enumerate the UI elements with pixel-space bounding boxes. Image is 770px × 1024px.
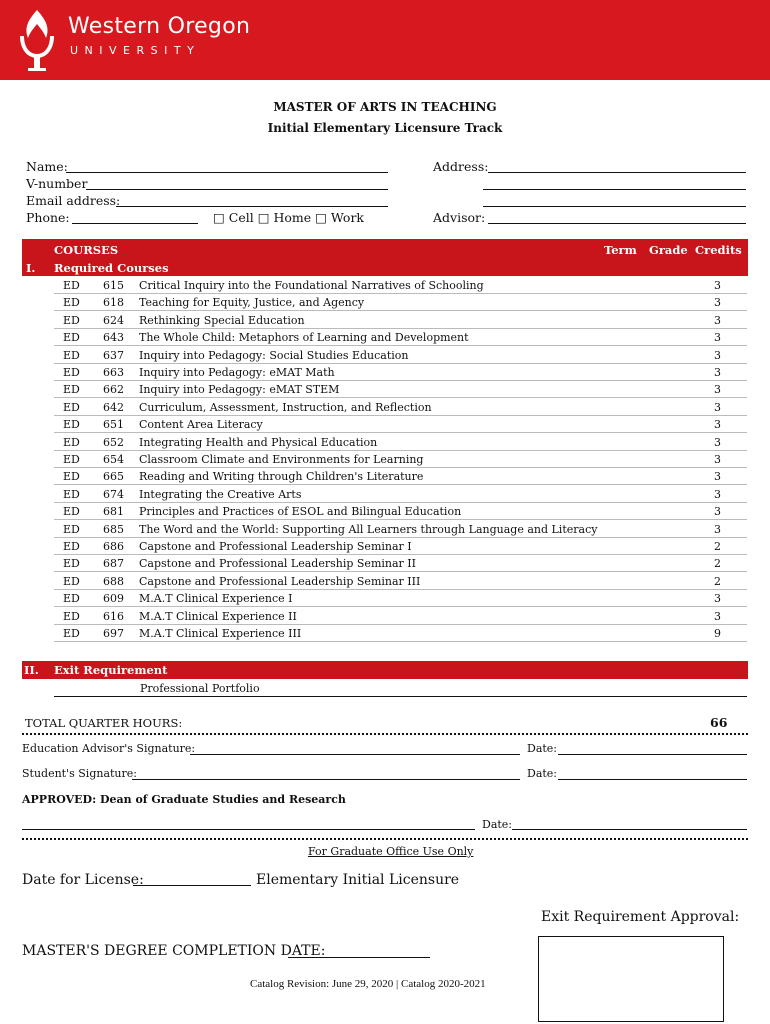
course-dept: ED bbox=[63, 279, 80, 292]
course-credits: 3 bbox=[714, 296, 721, 310]
licensure-type: Elementary Initial Licensure bbox=[256, 872, 460, 888]
course-number: 624 bbox=[103, 313, 124, 327]
course-credits: 3 bbox=[714, 487, 721, 501]
course-title: Principles and Practices of ESOL and Bilingual Education bbox=[139, 505, 462, 519]
exit-requirement-label: Exit Requirement bbox=[54, 663, 168, 677]
course-row bbox=[0, 416, 770, 433]
course-credits: 3 bbox=[714, 609, 721, 623]
approved-label: APPROVED: Dean of Graduate Studies and Research bbox=[22, 793, 346, 806]
course-title: Rethinking Special Education bbox=[139, 313, 305, 327]
course-dept: ED bbox=[63, 470, 80, 484]
required-courses-label: Required Courses bbox=[54, 261, 169, 275]
course-row bbox=[0, 381, 770, 398]
course-dept: ED bbox=[63, 366, 80, 379]
course-title: Integrating Health and Physical Education bbox=[139, 435, 378, 449]
torch-logo-icon bbox=[14, 6, 60, 72]
course-number: 618 bbox=[103, 296, 124, 310]
course-number: 652 bbox=[103, 435, 124, 449]
course-row bbox=[0, 277, 770, 294]
course-number: 654 bbox=[103, 453, 124, 466]
divider bbox=[22, 733, 748, 735]
course-dept: ED bbox=[63, 400, 80, 414]
page-subtitle: Initial Elementary Licensure Track bbox=[267, 121, 503, 135]
course-dept: ED bbox=[63, 505, 80, 519]
total-hours-label: TOTAL QUARTER HOURS: bbox=[25, 716, 183, 730]
email-field[interactable] bbox=[116, 206, 388, 207]
course-dept: ED bbox=[63, 435, 80, 449]
course-title: Capstone and Professional Leadership Seminar III bbox=[139, 574, 421, 588]
course-credits: 3 bbox=[714, 313, 721, 327]
course-row bbox=[0, 312, 770, 329]
exit-approval-label: Exit Requirement Approval: bbox=[541, 909, 740, 925]
student-date-label: Date: bbox=[527, 767, 558, 780]
date-for-license-field[interactable] bbox=[133, 885, 251, 886]
column-term: Term bbox=[604, 243, 637, 257]
phone-type-options[interactable]: □ Cell □ Home □ Work bbox=[213, 210, 365, 225]
exit-row-line bbox=[54, 696, 747, 697]
course-credits: 3 bbox=[714, 522, 721, 536]
date-for-license-label: Date for License: bbox=[22, 872, 144, 888]
course-credits: 3 bbox=[714, 453, 721, 466]
course-credits: 3 bbox=[714, 348, 721, 362]
course-dept: ED bbox=[63, 609, 80, 623]
course-number: 616 bbox=[103, 609, 124, 623]
column-grade: Grade bbox=[649, 243, 688, 257]
course-credits: 2 bbox=[714, 574, 721, 588]
advisor-date-field[interactable] bbox=[558, 754, 747, 755]
course-dept: ED bbox=[63, 418, 80, 432]
address-field-1[interactable] bbox=[488, 172, 746, 173]
divider-2 bbox=[22, 838, 748, 840]
exit-requirement-item: Professional Portfolio bbox=[140, 682, 260, 695]
section-i-numeral: I. bbox=[26, 261, 36, 275]
student-date-field[interactable] bbox=[558, 779, 747, 780]
course-title: Integrating the Creative Arts bbox=[139, 487, 302, 501]
course-credits: 3 bbox=[714, 470, 721, 484]
course-row bbox=[0, 434, 770, 451]
address-label: Address: bbox=[433, 159, 489, 174]
dean-signature-field[interactable] bbox=[22, 829, 475, 830]
course-number: 643 bbox=[103, 331, 124, 345]
university-subtitle: UNIVERSITY bbox=[70, 44, 201, 57]
course-number: 651 bbox=[103, 418, 124, 432]
course-row bbox=[0, 364, 770, 381]
course-number: 663 bbox=[103, 366, 124, 379]
course-title: Inquiry into Pedagogy: eMAT STEM bbox=[139, 383, 340, 397]
email-label: Email address: bbox=[26, 193, 121, 208]
course-number: 688 bbox=[103, 574, 124, 588]
course-credits: 3 bbox=[714, 400, 721, 414]
course-row bbox=[0, 347, 770, 364]
advisor-field[interactable] bbox=[488, 223, 746, 224]
course-number: 662 bbox=[103, 383, 124, 397]
course-number: 681 bbox=[103, 505, 124, 519]
course-title: Inquiry into Pedagogy: Social Studies Education bbox=[139, 348, 409, 362]
total-hours-value: 66 bbox=[710, 715, 728, 730]
completion-date-field[interactable] bbox=[288, 957, 430, 958]
course-title: Reading and Writing through Children's Literature bbox=[139, 470, 424, 484]
course-title: The Word and the World: Supporting All Learners through Language and Literacy bbox=[139, 522, 598, 536]
university-name: Western Oregon bbox=[68, 14, 251, 39]
course-row bbox=[0, 608, 770, 625]
course-dept: ED bbox=[63, 592, 80, 606]
course-credits: 9 bbox=[714, 627, 721, 640]
course-dept: ED bbox=[63, 522, 80, 536]
dean-date-label: Date: bbox=[482, 818, 513, 831]
course-credits: 3 bbox=[714, 418, 721, 432]
course-title: Inquiry into Pedagogy: eMAT Math bbox=[139, 366, 335, 379]
course-title: The Whole Child: Metaphors of Learning and Development bbox=[139, 331, 469, 345]
course-row bbox=[0, 294, 770, 311]
course-title: Curriculum, Assessment, Instruction, and Reflection bbox=[139, 400, 432, 414]
course-credits: 3 bbox=[714, 279, 721, 292]
course-number: 687 bbox=[103, 557, 124, 571]
name-label: Name: bbox=[26, 159, 68, 174]
course-row bbox=[0, 468, 770, 485]
course-title: Capstone and Professional Leadership Seminar II bbox=[139, 557, 416, 571]
course-number: 674 bbox=[103, 487, 124, 501]
exit-approval-box[interactable] bbox=[538, 936, 724, 1022]
catalog-revision: Catalog Revision: June 29, 2020 | Catalog 2020-2021 bbox=[250, 978, 486, 990]
course-credits: 3 bbox=[714, 505, 721, 519]
dean-date-field[interactable] bbox=[512, 829, 747, 830]
course-credits: 3 bbox=[714, 592, 721, 606]
course-dept: ED bbox=[63, 296, 80, 310]
course-title: Critical Inquiry into the Foundational Narratives of Schooling bbox=[139, 279, 484, 292]
course-number: 642 bbox=[103, 400, 124, 414]
course-credits: 3 bbox=[714, 383, 721, 397]
course-title: Classroom Climate and Environments for Learning bbox=[139, 453, 424, 466]
course-dept: ED bbox=[63, 540, 80, 553]
student-signature-field[interactable] bbox=[132, 779, 520, 780]
course-row bbox=[0, 329, 770, 346]
course-dept: ED bbox=[63, 557, 80, 571]
course-title: Capstone and Professional Leadership Seminar I bbox=[139, 540, 412, 553]
course-row bbox=[0, 521, 770, 538]
course-row bbox=[0, 451, 770, 468]
advisor-label: Advisor: bbox=[433, 210, 486, 225]
vnumber-field[interactable] bbox=[86, 189, 388, 190]
course-title: M.A.T Clinical Experience III bbox=[139, 627, 302, 640]
course-credits: 2 bbox=[714, 557, 721, 571]
advisor-date-label: Date: bbox=[527, 742, 558, 755]
course-dept: ED bbox=[63, 453, 80, 466]
course-credits: 2 bbox=[714, 540, 721, 553]
phone-field[interactable] bbox=[72, 223, 198, 224]
course-number: 615 bbox=[103, 279, 124, 292]
course-dept: ED bbox=[63, 313, 80, 327]
course-credits: 3 bbox=[714, 366, 721, 379]
header-bar bbox=[0, 0, 770, 80]
phone-label: Phone: bbox=[26, 210, 70, 225]
course-row bbox=[0, 590, 770, 607]
column-credits: Credits bbox=[695, 243, 742, 257]
course-row bbox=[0, 538, 770, 555]
student-signature-label: Student's Signature: bbox=[22, 767, 137, 780]
course-row-line bbox=[54, 641, 747, 642]
course-row bbox=[0, 503, 770, 520]
course-row bbox=[0, 399, 770, 416]
course-row bbox=[0, 555, 770, 572]
course-number: 665 bbox=[103, 470, 124, 484]
vnumber-label: V-number bbox=[26, 176, 88, 191]
course-dept: ED bbox=[63, 574, 80, 588]
course-number: 685 bbox=[103, 522, 124, 536]
course-number: 686 bbox=[103, 540, 124, 553]
office-use-label: For Graduate Office Use Only bbox=[308, 845, 474, 858]
completion-date-label: MASTER'S DEGREE COMPLETION DATE: bbox=[22, 943, 326, 959]
advisor-signature-label: Education Advisor's Signature: bbox=[22, 742, 196, 755]
course-dept: ED bbox=[63, 331, 80, 345]
course-number: 697 bbox=[103, 627, 124, 640]
course-row bbox=[0, 486, 770, 503]
course-title: M.A.T Clinical Experience I bbox=[139, 592, 293, 606]
name-field[interactable] bbox=[66, 172, 388, 173]
course-dept: ED bbox=[63, 348, 80, 362]
course-dept: ED bbox=[63, 487, 80, 501]
address-field-3[interactable] bbox=[483, 206, 746, 207]
section-ii-numeral: II. bbox=[24, 663, 39, 677]
advisor-signature-field[interactable] bbox=[190, 754, 520, 755]
course-row bbox=[0, 625, 770, 642]
course-credits: 3 bbox=[714, 435, 721, 449]
course-title: Content Area Literacy bbox=[139, 418, 263, 432]
course-credits: 3 bbox=[714, 331, 721, 345]
course-title: Teaching for Equity, Justice, and Agency bbox=[139, 296, 365, 310]
courses-label: COURSES bbox=[54, 243, 119, 257]
page-title: MASTER OF ARTS IN TEACHING bbox=[273, 100, 497, 114]
course-dept: ED bbox=[63, 627, 80, 640]
course-number: 609 bbox=[103, 592, 124, 606]
course-title: M.A.T Clinical Experience II bbox=[139, 609, 297, 623]
address-field-2[interactable] bbox=[483, 189, 746, 190]
course-dept: ED bbox=[63, 383, 80, 397]
course-number: 637 bbox=[103, 348, 124, 362]
course-row bbox=[0, 573, 770, 590]
